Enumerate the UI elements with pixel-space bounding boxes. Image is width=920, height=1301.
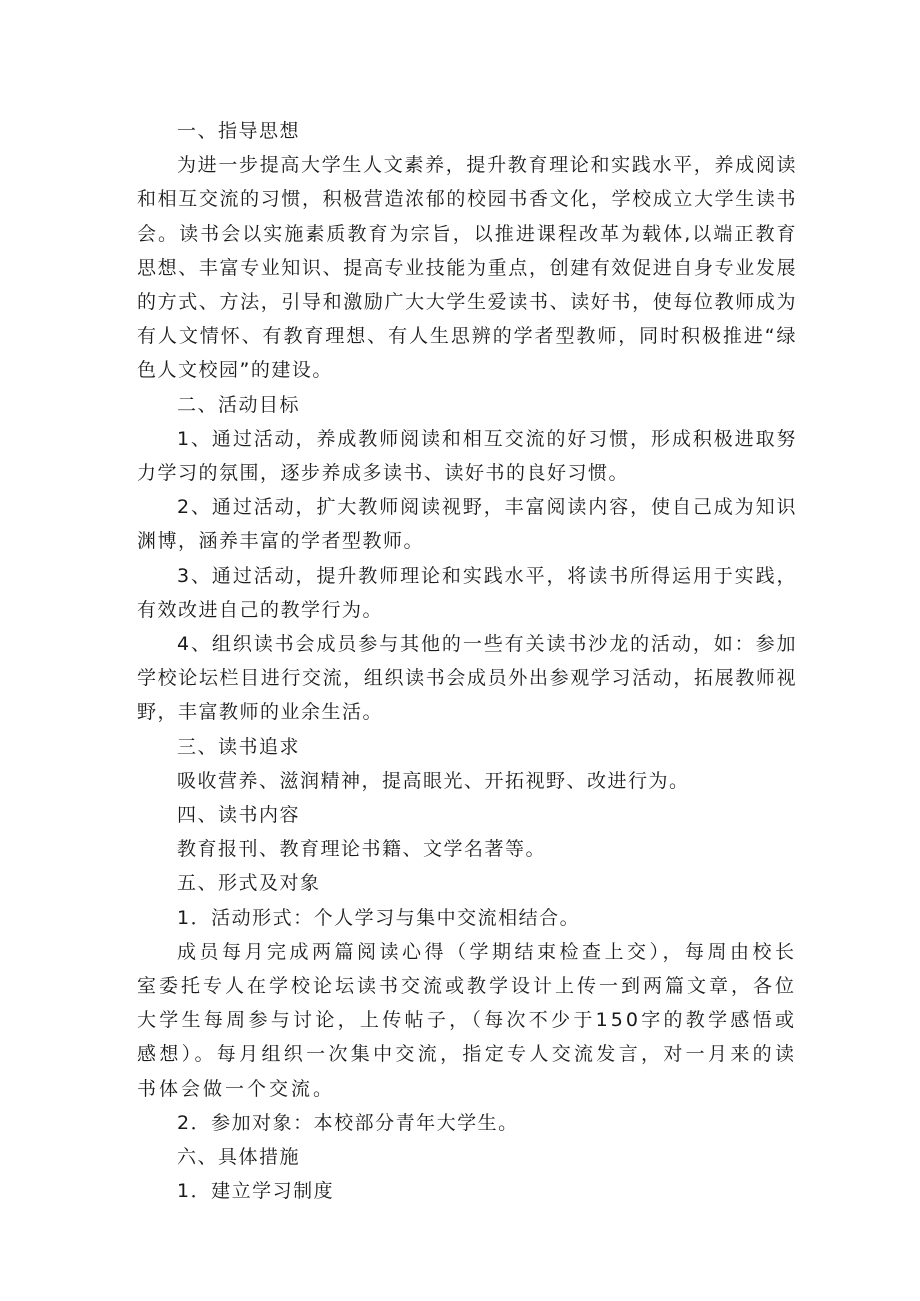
section-heading-reading-content: 四、读书内容 (177, 804, 301, 827)
paragraph-participants: 2．参加对象：本校部分青年大学生。 (177, 1111, 519, 1134)
document-body (137, 114, 797, 1209)
paragraph-goal-4: 4、组织读书会成员参与其他的一些有关读书沙龙的活动，如：参加学校论坛栏目进行交流，组织读书会成员外出参观学习活动，拓展教师视野，丰富教师的业余生活。 (137, 633, 797, 724)
paragraph-goal-1: 1、通过活动，养成教师阅读和相互交流的好习惯，形成积极进取努力学习的氛围，逐步养成多读书、读好书的良好习惯。 (137, 427, 797, 485)
paragraph-goal-3: 3、通过活动，提升教师理论和实践水平，将读书所得运用于实践，有效改进自己的教学行为。 (137, 564, 797, 621)
section-heading-activity-goals: 二、活动目标 (177, 393, 301, 416)
paragraph-measure-1: 1．建立学习制度 (177, 1180, 335, 1203)
paragraph-activity-form: 1．活动形式：个人学习与集中交流相结合。 (177, 906, 581, 929)
paragraph-guiding-thought: 为进一步提高大学生人文素养，提升教育理论和实践水平，养成阅读和相互交流的习惯，积极营造浓郁的校园书香文化，学校成立大学生读书会。读书会以实施素质教育为宗旨，以推进课程改革为载体,以端正教育思想、丰富专业知识、提高专业技能为重点，创建有效促进自身专业发展的方式、方法，引导和激励广大大学生爱读书、读好书，使每位教师成为有人文情怀、有教育理想、有人生思辨的学者型教师，同时积极推进“绿色人文校园”的建设。 (137, 154, 797, 382)
paragraph-reading-pursuit: 吸收营养、滋润精神，提高眼光、开拓视野、改进行为。 (177, 769, 690, 792)
section-heading-guiding-thought: 一、指导思想 (177, 120, 301, 142)
paragraph-activity-form-detail: 成员每月完成两篇阅读心得（学期结束检查上交），每周由校长室委托专人在学校论坛读书交流或教学设计上传一到两篇文章，各位大学生每周参与讨论，上传帖子，（每次不少于150字的教学感悟或感想）。每月组织一次集中交流，指定专人交流发言，对一月来的读书体会做一个交流。 (137, 940, 798, 1100)
paragraph-reading-content: 教育报刊、教育理论书籍、文学名著等。 (177, 838, 547, 861)
section-heading-specific-measures: 六、具体措施 (177, 1146, 301, 1169)
paragraph-goal-2: 2、通过活动，扩大教师阅读视野，丰富阅读内容，使自己成为知识渊博，涵养丰富的学者型教师。 (137, 496, 797, 553)
section-heading-form-and-target: 五、形式及对象 (177, 872, 321, 895)
section-heading-reading-pursuit: 三、读书追求 (177, 735, 301, 758)
